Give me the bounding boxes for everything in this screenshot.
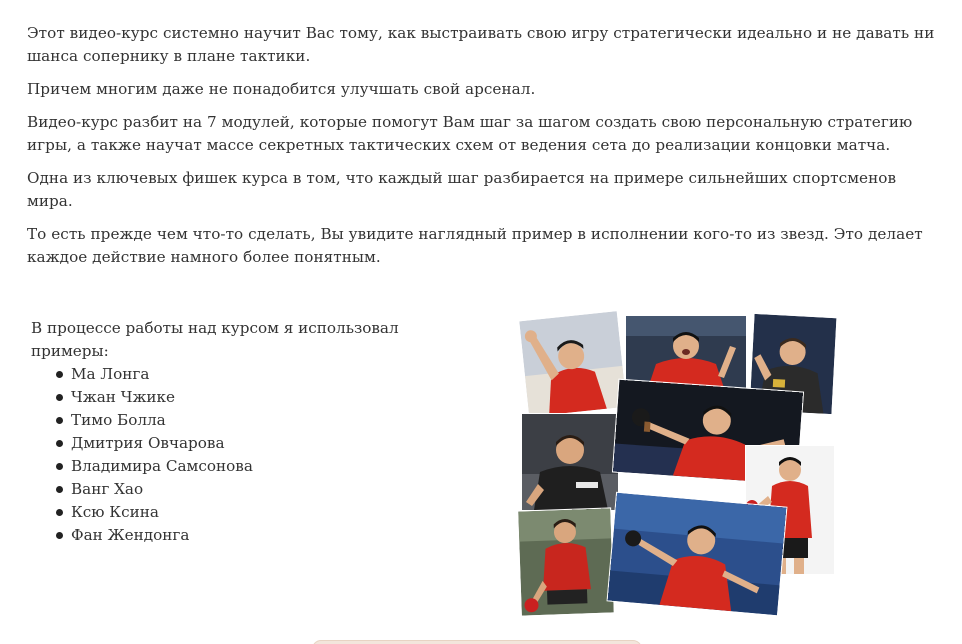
list-item: Чжан Чжике — [71, 386, 451, 409]
paragraph-modules: Видео-курс разбит на 7 модулей, которые помогут Вам шаг за шагом создать свою персональную стратегию игры, а также научат массе секретных тактических схем от ведения сета до реализации концовки матча. — [27, 113, 913, 154]
players-photo-collage — [520, 314, 836, 618]
list-item: Ксю Ксина — [71, 501, 451, 524]
examples-section — [31, 317, 451, 547]
player-photo — [518, 508, 614, 615]
paragraph-key-feature: Одна из ключевых фишек курса в том, что каждый шаг разбирается на примере сильнейших спортсменов мира. — [27, 169, 897, 210]
players-list — [31, 363, 451, 547]
player-photo — [626, 316, 746, 388]
list-item: Тимо Болла — [71, 409, 451, 432]
examples-intro: В процессе работы над курсом я использовал примеры: — [31, 319, 399, 360]
player-photo — [522, 414, 618, 510]
list-item: Владимира Самсонова — [71, 455, 451, 478]
player-photo — [608, 493, 787, 615]
list-item: Фан Жендонга — [71, 524, 451, 547]
list-item: Дмитрия Овчарова — [71, 432, 451, 455]
list-item: Ванг Хао — [71, 478, 451, 501]
bottom-panel-edge — [312, 640, 642, 644]
paragraph-stars-example: То есть прежде чем что-то сделать, Вы увидите наглядный пример в исполнении кого-то из звезд. Это делает каждое действие намного более понятным. — [27, 225, 923, 266]
paragraph-arsenal: Причем многим даже не понадобится улучшать свой арсенал. — [27, 80, 536, 98]
player-photo — [519, 311, 626, 417]
paragraph-intro: Этот видео-курс системно научит Вас тому, как выстраивать свою игру стратегически идеально и не давать ни шанса сопернику в плане тактики. — [27, 24, 935, 65]
article-body — [27, 22, 937, 279]
list-item: Ма Лонга — [71, 363, 451, 386]
